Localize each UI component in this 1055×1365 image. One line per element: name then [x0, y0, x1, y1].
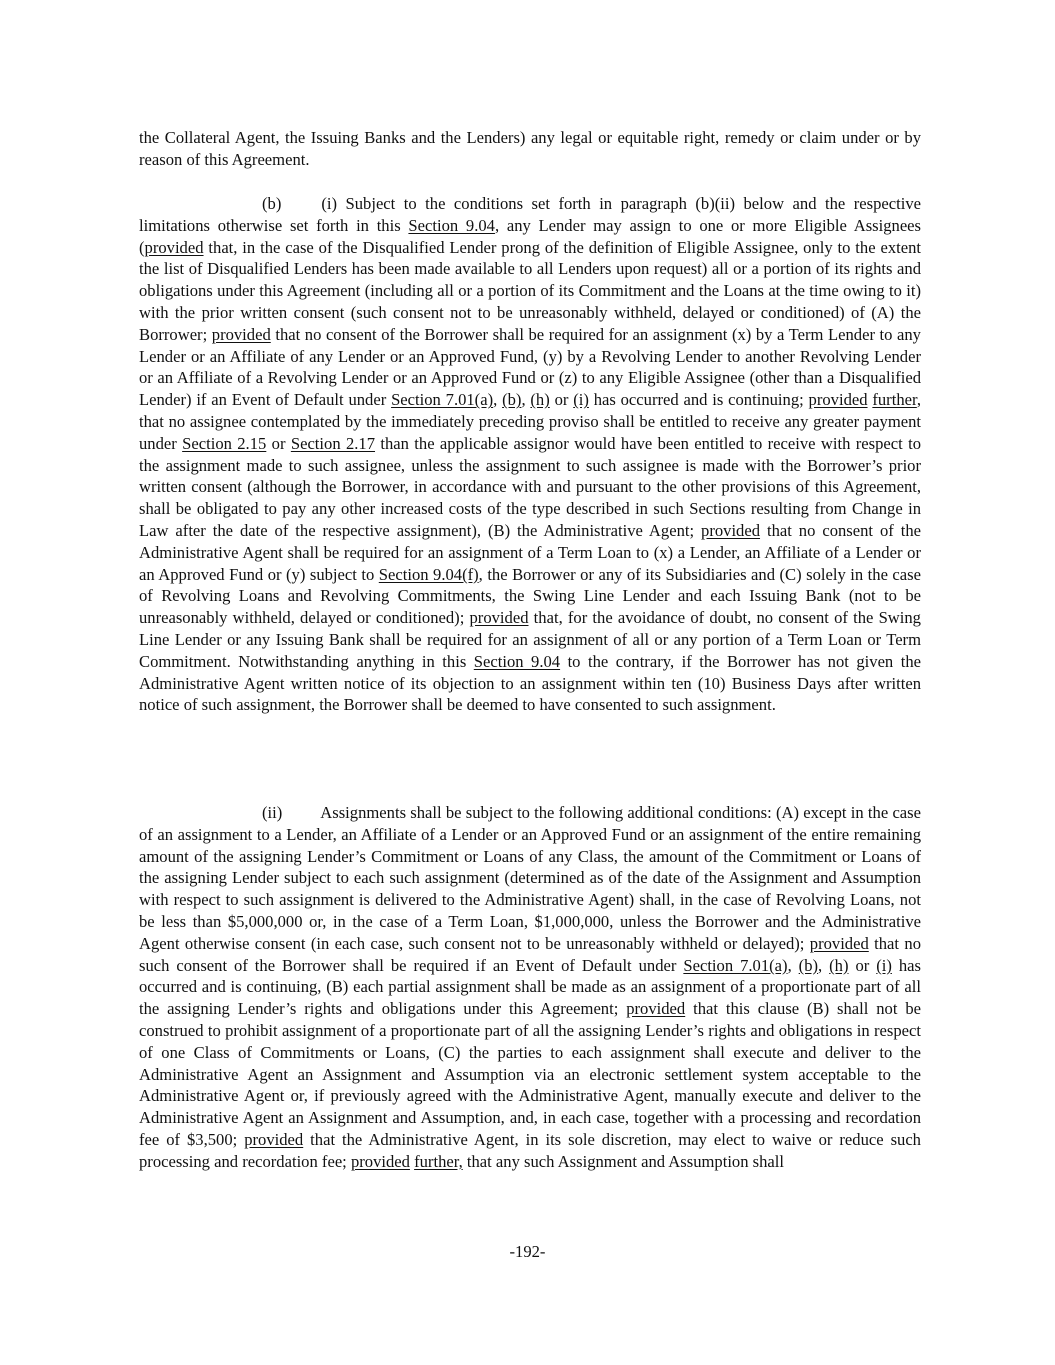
page-number: -192- — [509, 1242, 546, 1261]
text-run: , that no assignee contemplated by the immediately preceding proviso shall be entitled to receive any greater payment under — [139, 390, 921, 453]
proviso-term: provided — [469, 608, 529, 628]
text-run: or — [549, 390, 574, 410]
section-reference: Section 2.15 — [182, 433, 267, 453]
text-run: that no consent of the Administrative Agent shall be required for an assignment of a Term Loan to (x) a Lender, an Affiliate of a Lender or an Approved Fund or (y) subject to — [139, 520, 921, 584]
section-reference: (i) — [876, 955, 892, 975]
section-reference: Section 7.01(a) — [683, 955, 788, 975]
paragraph-b-i — [139, 193, 921, 716]
paragraph-text: the Collateral Agent, the Issuing Banks and the Lenders) any legal or equitable right, remedy or claim under or by reason of this Agreement. — [139, 128, 921, 169]
section-reference: Section 7.01(a) — [391, 390, 494, 410]
text-run: that the Administrative Agent, in its sole discretion, may elect to waive or reduce such processing and recordation fee; — [139, 1129, 921, 1171]
proviso-term: provided — [144, 237, 204, 257]
section-reference: (b) — [798, 955, 819, 975]
text-run: or — [266, 433, 291, 453]
paragraph-continuation — [139, 127, 921, 171]
section-reference: (h) — [530, 390, 550, 410]
section-reference: (i) — [573, 390, 589, 410]
proviso-term: provided — [701, 520, 761, 540]
text-run: that, for the avoidance of doubt, no consent of the Swing Line Lender or any Issuing Bank shall be required for an assignment of all or any portion of a Term Loan or Term Commitment. Notwithstanding anything in this — [139, 608, 921, 671]
proviso-term: provided — [808, 390, 868, 410]
section-reference: Section 9.04 — [408, 215, 495, 235]
text-run: , any Lender may assign to one or more Eligible Assignees ( — [139, 215, 922, 257]
subclause-label-i: (i) — [321, 194, 338, 213]
clause-label-b: (b) — [262, 194, 282, 213]
text-run: , the Borrower or any of its Subsidiaries and (C) solely in the case of Revolving Loans and Revolving Commitments, the Swing Line Lender and each Issuing Bank (not to be unreasonably withheld, delayed or conditioned); — [139, 564, 921, 628]
subclause-label-ii: (ii) — [262, 803, 283, 822]
section-reference: Section 9.04(f) — [378, 564, 479, 584]
text-run: , — [787, 955, 799, 975]
text-run: , — [818, 955, 830, 975]
proviso-term: provided — [244, 1129, 304, 1149]
text-run: that this clause (B) shall not be construed to prohibit assignment of a proportionate part of all the assigning Lender’s rights and obligations in respect of one Class of Commitments or Loans, (C) the parties to each assignment shall execute and deliver to the Administrative Agent an Assignment and Assumption via an electronic settlement system acceptable to the Administrative Agent or, if previously agreed with the Administrative Agent, manually execute and deliver to the Administrative Agent an Assignment and Assumption, and, in each case, together with a processing and recordation fee of $3,500; — [139, 999, 921, 1149]
text-run: Assignments shall be subject to the following additional conditions: (A) except in the case of an assignment to a Lender, an Affiliate of a Lender or an Approved Fund or an assignment of the entire remaining amount of the assigning Lender’s Commitment or Loans of any Class, the amount of the Commitment or Loans of the assigning Lender subject to each such assignment (determined as of the date of the Assignment and Assumption with respect to such assignment is delivered to the Administrative Agent) shall, in the case of Revolving Loans, not be less than $5,000,000 or, in the case of a Term Loan, $1,000,000, unless the Borrower and the Administrative Agent otherwise consent (in each case, such consent not to be unreasonably withheld or delayed); — [139, 803, 921, 953]
section-reference: (b) — [502, 390, 522, 410]
text-run: has occurred and is continuing, (B) each partial assignment shall be made as an assignment of a proportionate part of all the assigning Lender’s rights and obligations under this Agreement; — [139, 955, 922, 1019]
proviso-term: provided — [809, 933, 869, 953]
section-reference: Section 2.17 — [290, 433, 376, 453]
text-run: that any such Assignment and Assumption shall — [462, 1151, 785, 1171]
proviso-term: further — [872, 390, 917, 410]
paragraph-b-ii — [139, 802, 921, 1173]
text-run: that no such consent of the Borrower shall be required if an Event of Default under — [139, 933, 921, 975]
text-run: that no consent of the Borrower shall be required for an assignment (x) by a Term Lender to any Lender or an Affiliate of any Lender or an Approved Fund, (y) by a Revolving Lender to another Revolving Lender or an Affiliate of a Revolving Lender or an Approved Fund or (z) to any Eligible Assignee (other than a Disqualified Lender) if an Event of Default under — [139, 324, 921, 410]
text-run: , — [493, 390, 503, 410]
text-run: that, in the case of the Disqualified Lender prong of the definition of Eligible Assignee, only to the extent the list of Disqualified Lenders has been made available to all Lenders upon request) all or a portion of its rights and obligations under this Agreement (including all or a portion of its Commitment and the Loans at the time owing to it) with the prior written consent (such consent not to be unreasonably withheld, delayed or conditioned) of (A) the Borrower; — [139, 237, 921, 344]
proviso-term: provided — [626, 999, 686, 1019]
text-run: has occurred and is continuing; — [588, 390, 809, 410]
proviso-term: provided — [211, 324, 271, 344]
text-run: Subject to the conditions set forth in paragraph (b)(ii) below and the respective limitations otherwise set forth in this — [139, 194, 921, 235]
text-run: , — [521, 390, 531, 410]
section-reference: (h) — [829, 955, 849, 975]
proviso-term: provided — [350, 1151, 410, 1171]
text-run: than the applicable assignor would have been entitled to receive with respect to the assignment made to such assignee, unless the assignment to such assignee is made with the Borrower’s prior written consent (although the Borrower, in accordance with and pursuant to the other provisions of this Agreement, shall be obligated to pay any other increased costs of the type described in such Sections resulting from Change in Law after the date of the respective assignment), (B) the Administrative Agent; — [139, 433, 921, 540]
text-run: or — [848, 955, 877, 975]
text-run: to the contrary, if the Borrower has not given the Administrative Agent written notice of its objection to an assignment within ten (10) Business Days after written notice of such assignment, the Borrower shall be deemed to have consented to such assignment. — [139, 651, 921, 715]
section-reference: Section 9.04 — [473, 651, 561, 671]
proviso-term: further, — [414, 1151, 463, 1171]
